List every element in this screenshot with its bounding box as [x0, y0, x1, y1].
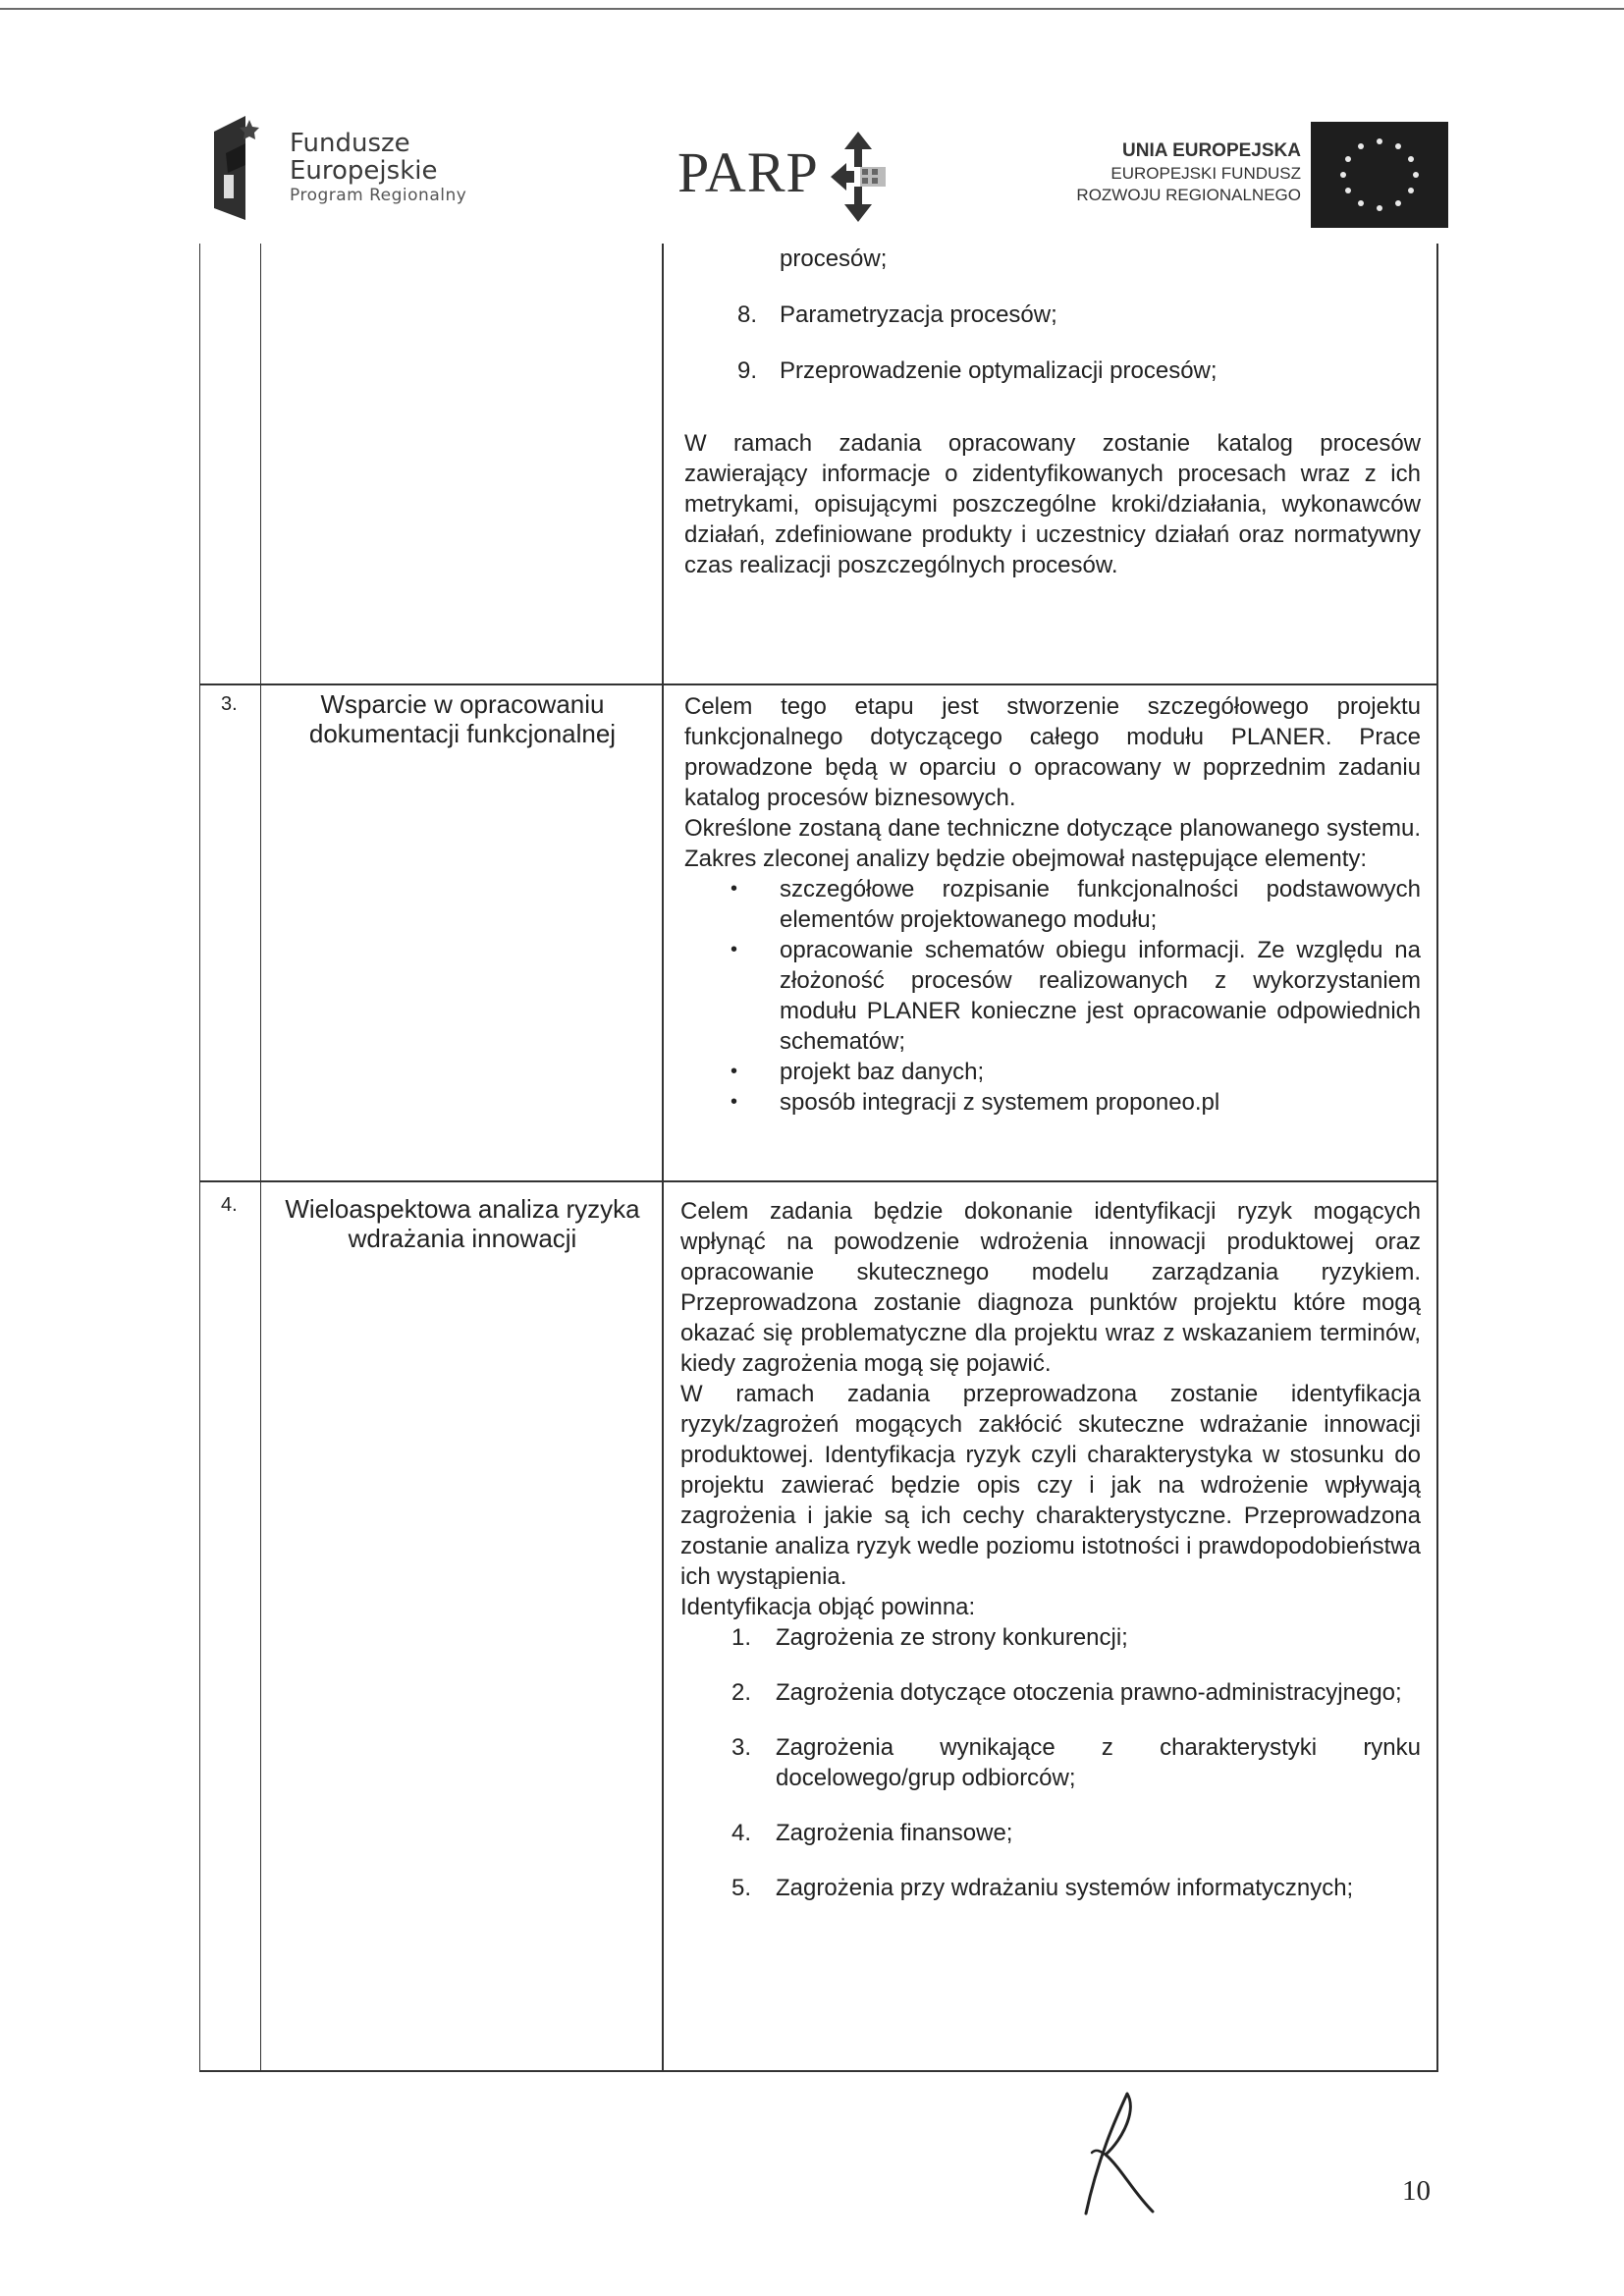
top-rule: [0, 8, 1624, 10]
table-border-left: [199, 244, 200, 2072]
eu-fund-line2: ROZWOJU REGIONALNEGO: [1076, 186, 1301, 204]
row4-task-name: Wieloaspektowa analiza ryzyka wdrażania innowacji: [285, 1194, 640, 1253]
list-number: 3.: [731, 1734, 752, 1761]
list-item: [680, 1818, 1421, 1848]
list-item-7-tail: [684, 244, 1421, 274]
list-text: Zagrożenia finansowe;: [776, 1820, 1013, 1846]
row4-number: 4.: [221, 1194, 238, 1216]
row3-paragraph-2: Określone zostaną dane techniczne dotyczące planowanego systemu. Zakres zleconej analizy będzie obejmował następujące elementy:: [684, 815, 1421, 872]
catalog-paragraph: W ramach zadania opracowany zostanie katalog procesów zawierający informacje o zidentyfikowanych procesach wraz z ich metrykami, opisującymi poszczególne kroki/działania, wykonawców działań, zdefiniowane produkty i uczestnicy działań oraz normatywny czas realizacji poszczególnych procesów.: [684, 430, 1421, 578]
list-item: [684, 355, 1421, 386]
fe-line3: Program Regionalny: [290, 186, 467, 205]
list-text: Zagrożenia dotyczące otoczenia prawno-administracyjnego;: [776, 1679, 1402, 1706]
bullet-item: [684, 1057, 1421, 1087]
list-number: 8.: [737, 301, 758, 328]
row-divider-1: [199, 683, 1438, 685]
list-text: Zagrożenia ze strony konkurencji;: [776, 1624, 1128, 1651]
fe-line2: Europejskie: [290, 156, 438, 186]
row3-paragraph-1: Celem tego etapu jest stworzenie szczegółowego projektu funkcjonalnego dotyczącego całego modułu PLANER. Prace prowadzone będą w oparciu o opracowany w poprzednim zadaniu katalog procesów biznesowych.: [684, 693, 1421, 811]
bullet-icon: •: [731, 1091, 738, 1113]
row4-paragraph-2: W ramach zadania przeprowadzona zostanie identyfikacja ryzyk/zagrożeń mogących zakłócić skuteczne wdrażanie innowacji produktowej. Identyfikacja ryzyk czyli charakterystyka w stosunku do projektu zawierać będzie opis czy i jak na wdrożenie wpływają zagrożenia i jakie są ich cechy charakterystyczne. Przeprowadzona zostanie analiza ryzyk wedle poziomu istotności i prawdopodobieństwa ich wystąpienia.: [680, 1381, 1421, 1590]
parp-logo-text: PARP: [677, 140, 819, 204]
list-text: Zagrożenia przy wdrażaniu systemów informatycznych;: [776, 1875, 1354, 1901]
eu-text: [1076, 139, 1301, 206]
row4-description-cell: [680, 1196, 1421, 1903]
parp-arrows-logo: [827, 128, 890, 226]
list-item: [680, 1732, 1421, 1793]
item7-tail-text: procesów;: [780, 246, 888, 272]
bullet-text: szczegółowe rozpisanie funkcjonalności podstawowych elementów projektowanego modułu;: [780, 876, 1421, 933]
fundusze-europejskie-logo: [206, 114, 265, 222]
row3-task-name: Wsparcie w opracowaniu dokumentacji funkcjonalnej: [308, 689, 617, 748]
list-text: Parametryzacja procesów;: [780, 301, 1057, 328]
handwritten-initials-signature: [1068, 2090, 1162, 2217]
bullet-icon: •: [731, 939, 738, 960]
row3-description-cell: [684, 691, 1421, 1118]
bullet-icon: •: [731, 1061, 738, 1082]
list-item: [684, 300, 1421, 330]
bullet-text: opracowanie schematów obiegu informacji. Ze względu na złożoność procesów realizowanych z wykorzystaniem modułu PLANER konieczne jest opracowanie odpowiednich schematów;: [780, 937, 1421, 1055]
eu-fund-line: EUROPEJSKI FUNDUSZ: [1110, 164, 1301, 183]
bullet-icon: •: [731, 878, 738, 900]
list-text: Przeprowadzenie optymalizacji procesów;: [780, 357, 1218, 384]
bullet-item: [684, 935, 1421, 1057]
list-item: [680, 1677, 1421, 1708]
bullet-text: projekt baz danych;: [780, 1059, 985, 1085]
table-border-bottom: [199, 2070, 1438, 2072]
column-divider-1: [260, 244, 261, 2072]
list-item: [680, 1622, 1421, 1653]
list-number: 5.: [731, 1875, 752, 1901]
fundusze-europejskie-text: [290, 130, 466, 206]
bullet-text: sposób integracji z systemem proponeo.pl: [780, 1089, 1220, 1116]
list-number: 9.: [737, 357, 758, 384]
row4-paragraph-3: Identyfikacja objąć powinna:: [680, 1594, 976, 1620]
bullet-item: [684, 1087, 1421, 1118]
page-number: 10: [1402, 2175, 1431, 2207]
task-table: [199, 244, 1438, 2072]
page-header: [206, 110, 1448, 233]
column-divider-2: [662, 244, 664, 2072]
list-text: Zagrożenia wynikające z charakterystyki rynku docelowego/grup odbiorców;: [776, 1734, 1421, 1791]
cont-description-cell: [684, 244, 1421, 580]
bullet-item: [684, 874, 1421, 935]
list-number: 2.: [731, 1679, 752, 1706]
fe-line1: Fundusze: [290, 129, 410, 158]
eu-flag-logo: [1311, 122, 1448, 228]
table-border-right: [1436, 244, 1438, 2072]
list-number: 1.: [731, 1624, 752, 1651]
row-divider-2: [199, 1180, 1438, 1182]
eu-title: UNIA EUROPEJSKA: [1122, 140, 1301, 161]
list-number: 4.: [731, 1820, 752, 1846]
row3-number: 3.: [221, 693, 238, 715]
row4-paragraph-1: Celem zadania będzie dokonanie identyfikacji ryzyk mogących wpłynąć na powodzenie wdrożenia innowacji produktowej oraz opracowanie skutecznego modelu zarządzania ryzykiem. Przeprowadzona zostanie diagnoza punktów projektu które mogą okazać się problematyczne dla projektu wraz z wskazaniem terminów, kiedy zagrożenia mogą się pojawić.: [680, 1198, 1421, 1377]
list-item: [680, 1873, 1421, 1903]
